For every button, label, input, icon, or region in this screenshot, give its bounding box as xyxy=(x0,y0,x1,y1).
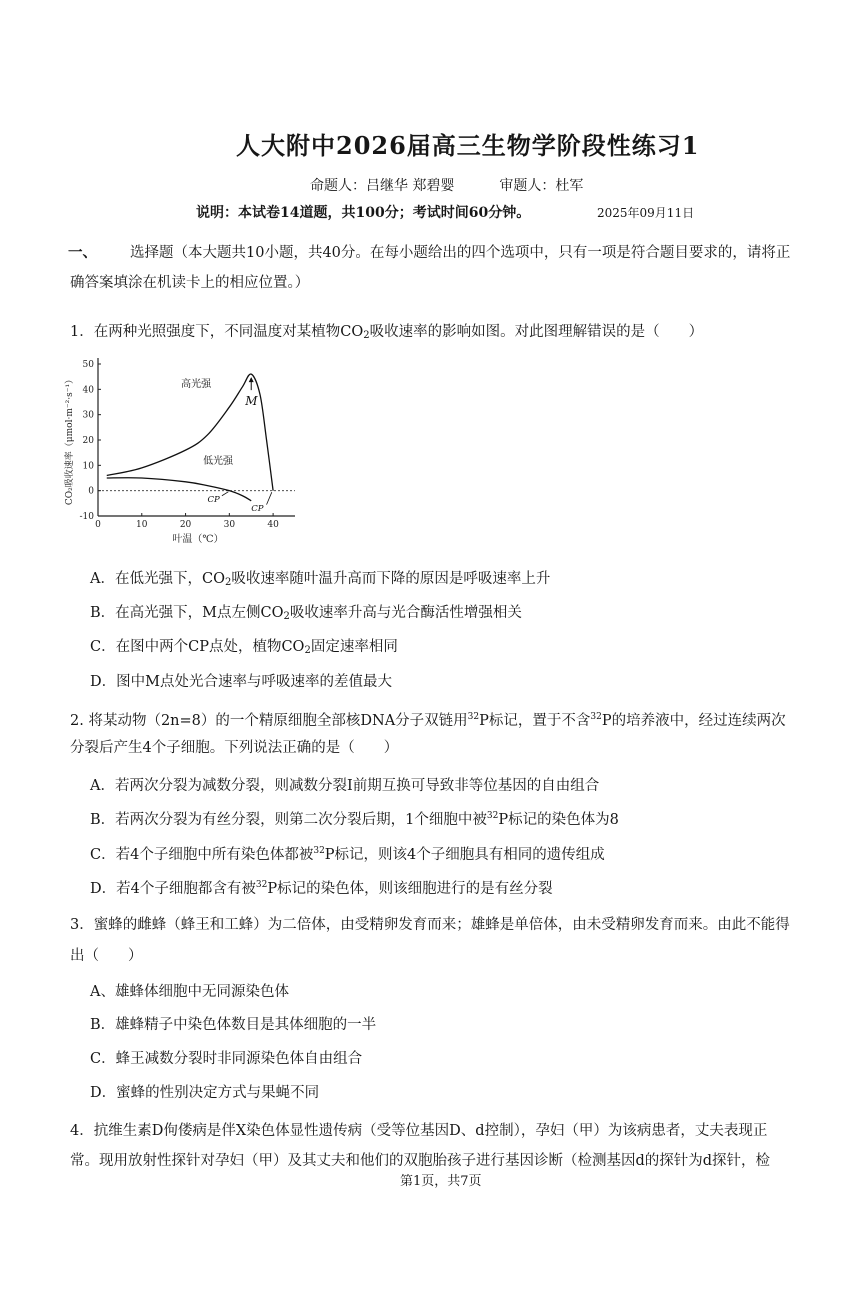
option-label: C． xyxy=(90,847,116,863)
q4-stem-line2: 常。现用放射性探针对孕妇（甲）及其丈夫和他们的双胞胎孩子进行基因诊断（检测基因d的探针为d探针，检 xyxy=(70,1153,771,1169)
option-text: 在低光强下，CO xyxy=(114,571,225,587)
y-tick-label: 40 xyxy=(82,385,94,396)
section-instructions-line1: 选择题（本大题共10小题，共40分。在每小题给出的四个选项中，只有一项是符合题目要求的，请将正 xyxy=(130,245,791,261)
q1-stem: 1．在两种光照强度下，不同温度对某植物$CO_2$吸收速率的影响如图。对此图理解错误的是（ ） xyxy=(70,324,704,341)
q2-option-d xyxy=(90,877,553,898)
option-subscript: 2 xyxy=(283,611,290,622)
option-superscript: 32 xyxy=(486,811,499,821)
cp-low-arrow xyxy=(222,492,229,496)
y-tick-label: 30 xyxy=(82,410,94,421)
option-label: C． xyxy=(90,1051,116,1067)
x-tick-label: 40 xyxy=(267,520,279,530)
y-tick-label: 0 xyxy=(88,486,94,497)
q1-option-b xyxy=(90,601,522,622)
y-tick-label: -10 xyxy=(79,512,94,522)
q3-option-a xyxy=(90,980,289,1001)
chart-ticks xyxy=(63,360,279,545)
option-label: B． xyxy=(90,605,116,621)
series-label-1: 低光强 xyxy=(203,456,234,468)
q2-option-a xyxy=(90,774,599,795)
option-label: A、 xyxy=(90,984,115,1000)
option-superscript: 32 xyxy=(313,846,325,856)
section-number: 一、 xyxy=(68,244,97,261)
option-text-rest: 吸收速率随叶温升高而下降的原因是呼吸速率上升 xyxy=(231,571,551,587)
exam-date: 2025年09月11日 xyxy=(597,206,695,220)
q2-option-b xyxy=(90,808,619,829)
option-label: D． xyxy=(90,881,117,897)
y-tick-label: 10 xyxy=(82,461,94,472)
option-text: 若两次分裂为减数分裂，则减数分裂Ⅰ前期互换可导致非等位基因的自由组合 xyxy=(114,778,600,794)
option-text: 在高光强下，M点左侧CO xyxy=(115,605,284,621)
option-label: B． xyxy=(90,812,116,828)
option-label: D． xyxy=(90,674,117,690)
q3-option-c xyxy=(90,1047,362,1068)
reviewer: 杜军 xyxy=(555,178,584,194)
option-text: 雄蜂精子中染色体数目是其体细胞的一半 xyxy=(115,1017,377,1033)
q1-option-c xyxy=(90,635,398,656)
option-label: B． xyxy=(90,1017,116,1033)
option-text-rest: P标记，则该4个子细胞具有相同的遗传组成 xyxy=(324,847,605,863)
option-text: 图中M点处光合速率与呼吸速率的差值最大 xyxy=(116,674,392,690)
option-text-rest: P标记的染色体，则该细胞进行的是有丝分裂 xyxy=(267,881,553,897)
q4-stem-line1: 4．抗维生素D佝偻病是伴X染色体显性遗传病（受等位基因D、d控制），孕妇（甲）为该病患者，丈夫表现正 xyxy=(70,1123,768,1139)
option-text-rest: P标记的染色体为8 xyxy=(498,812,619,828)
authors-line xyxy=(310,175,583,195)
option-subscript: 2 xyxy=(304,645,311,656)
option-text-rest: 吸收速率升高与光合酶活性增强相关 xyxy=(289,605,522,621)
exam-note xyxy=(196,202,530,222)
series-line-0 xyxy=(107,374,273,491)
chart-series xyxy=(107,374,273,501)
authors: 吕继华 郑碧婴 xyxy=(366,178,455,194)
q3-stem-line2: 出（ ） xyxy=(70,948,143,964)
option-label: A． xyxy=(90,571,115,587)
x-tick-label: 0 xyxy=(95,520,101,530)
chart-annotations xyxy=(207,377,271,514)
option-text: 若4个子细胞中所有染色体都被 xyxy=(115,847,314,863)
option-text: 雄蜂体细胞中无同源染色体 xyxy=(114,984,289,1000)
option-text: 蜂王减数分裂时非同源染色体自由组合 xyxy=(115,1051,363,1067)
authors-label: 命题人： xyxy=(310,178,366,194)
x-axis-label: 叶温（℃） xyxy=(172,534,224,545)
q2-stem-line1: 2. 将某动物（2n=8）的一个精原细胞全部核DNA分子双链用$^{32}$P标记，置于不含$^{32}$P的培养液中，经过连续两次 xyxy=(70,712,786,729)
x-tick-label: 30 xyxy=(223,520,236,530)
section-instructions-line2: 确答案填涂在机读卡上的相应位置。） xyxy=(70,275,310,291)
option-subscript: 2 xyxy=(224,577,232,588)
option-label: C． xyxy=(90,639,116,655)
q1-chart xyxy=(60,350,310,550)
q3-option-b xyxy=(90,1013,376,1034)
option-text-rest: 固定速率相同 xyxy=(310,639,398,655)
page-footer: 第1页，共7页 xyxy=(400,1174,482,1189)
y-axis-label: CO₂吸收速率（μmol·m⁻²·s⁻¹） xyxy=(65,374,75,506)
y-tick-label: 50 xyxy=(82,360,94,370)
annotation-cp-low: CP xyxy=(207,495,220,506)
q2-stem-line2: 分裂后产生4个子细胞。下列说法正确的是（ ） xyxy=(70,740,399,756)
option-label: A． xyxy=(90,778,115,794)
q2-option-c xyxy=(90,843,605,864)
option-superscript: 32 xyxy=(255,880,268,890)
series-line-1 xyxy=(107,478,251,501)
reviewer-label: 审题人： xyxy=(499,178,556,194)
q3-option-d xyxy=(90,1081,319,1102)
annotation-cp-high: CP xyxy=(251,503,264,514)
note-label: 说明： xyxy=(196,205,238,221)
option-text: 蜜蜂的性别决定方式与果蝇不同 xyxy=(116,1085,320,1101)
option-text: 在图中两个CP点处，植物CO xyxy=(115,639,305,655)
option-text: 若4个子细胞都含有被 xyxy=(116,881,256,897)
m-arrowhead xyxy=(249,377,254,382)
y-tick-label: 20 xyxy=(82,436,94,446)
q1-option-a xyxy=(90,567,550,588)
series-label-0: 高光强 xyxy=(181,378,212,390)
page-title: 人大附中2026届高三生物学阶段性练习1 xyxy=(236,131,700,160)
note-text: 本试卷14道题，共100分；考试时间60分钟。 xyxy=(238,205,531,221)
option-label: D． xyxy=(90,1085,117,1101)
q1-option-d xyxy=(90,670,392,691)
q3-stem-line1: 3．蜜蜂的雌蜂（蜂王和工蜂）为二倍体，由受精卵发育而来；雄蜂是单倍体，由未受精卵发育而来。由此不能得 xyxy=(70,917,790,933)
x-tick-label: 20 xyxy=(179,520,192,530)
x-tick-label: 10 xyxy=(136,520,148,530)
annotation-m: M xyxy=(245,394,258,409)
cp-high-arrow xyxy=(267,492,272,504)
option-text: 若两次分裂为有丝分裂，则第二次分裂后期，1个细胞中被 xyxy=(115,812,487,828)
